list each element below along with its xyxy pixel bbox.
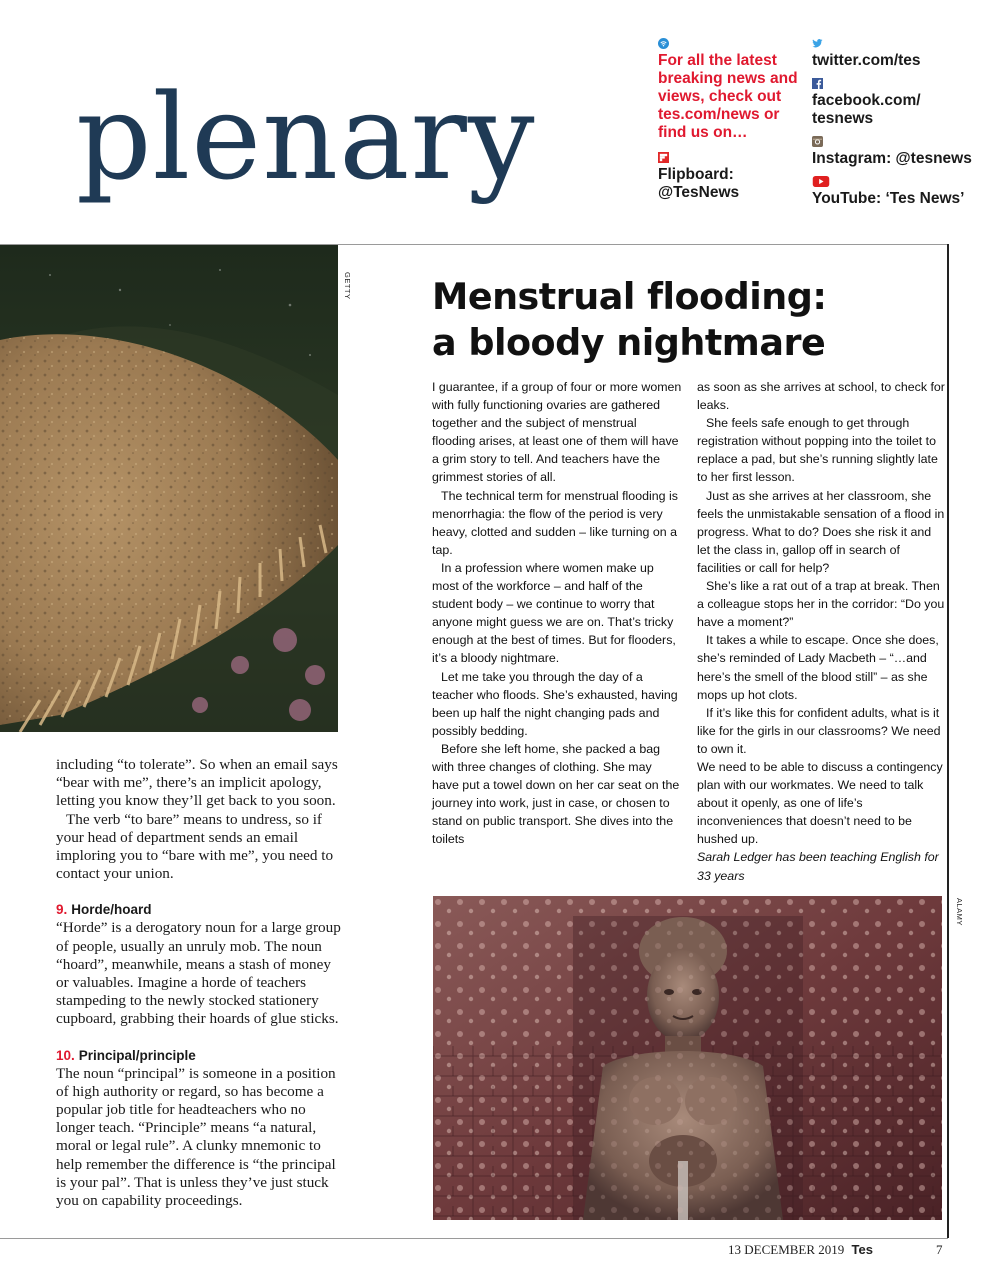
paragraph: I guarantee, if a group of four or more women with fully functioning ovaries are gathered together and the subject of menstrual flooding arises, at least one of them will have a grim story to tell. And teachers have the grimmest stories of all.	[432, 380, 682, 485]
footer-divider	[0, 1238, 948, 1239]
photo-credit-alamy: ALAMY	[955, 898, 964, 926]
flatfish-photo	[0, 245, 338, 732]
article-headline	[432, 274, 932, 366]
subheading-horde-hoard	[56, 901, 346, 919]
promo-text: For all the latest breaking news and views, check out tes.com/news or find us on…	[658, 52, 798, 141]
paragraph: She feels safe enough to get through registration without popping into the toilet to replace a pad, but she’s running slightly late to her first lesson.	[697, 416, 938, 485]
paragraph: Before she left home, she packed a bag with three changes of clothing. She may have put a towel down on her car seat on the journey into work, just in case, or chosen to stand on public transport. She dives into the toilets	[432, 741, 680, 847]
paragraph: We need to be able to discuss a contingency plan with our workmates. We need to talk about it openly, as one of life’s inconveniences that doesn’t need to be hushed up.	[697, 759, 943, 847]
paragraph: It takes a while to escape. Once she does, she’s reminded of Lady Macbeth – “…and here’s the smell of the blood still” – as she mops up hot clots.	[697, 633, 939, 702]
word-confusion-column	[56, 756, 346, 1210]
subheading-principal-principle	[56, 1047, 346, 1065]
social-links-column	[812, 38, 972, 216]
paragraph: If it’s like this for confident adults, what is it like for the girls in our classrooms? We need to own it.	[697, 705, 941, 756]
item-title: Principal/principle	[78, 1047, 196, 1063]
paragraph: The verb “to bare” means to undress, so if your head of department sends an email imploring you to “bare with me”, you need to contact your union.	[56, 810, 334, 883]
news-feed-icon	[658, 38, 669, 49]
date-text: 13 DECEMBER 2019	[728, 1242, 845, 1257]
flipboard-icon	[658, 152, 669, 163]
twitter-link[interactable]: twitter.com/tes	[812, 52, 921, 69]
paragraph: She’s like a rat out of a trap at break. Then a colleague stops her in the corridor: “Do you have a moment?”	[697, 579, 945, 630]
statue-fountain-photo	[433, 896, 942, 1220]
item-number: 10.	[56, 1047, 75, 1063]
section-title: plenary	[76, 68, 536, 206]
youtube-link[interactable]: YouTube: ‘Tes News’	[812, 190, 965, 207]
article-column-1	[432, 378, 682, 848]
paragraph: as soon as she arrives at school, to check for leaks.	[697, 380, 945, 413]
paragraph: Just as she arrives at her classroom, she feels the unmistakable sensation of a flood in progress. What to do? Does she risk it and let the class in, gallop off in search of facilities or call for help?	[697, 488, 945, 575]
item-title: Horde/hoard	[71, 902, 152, 918]
paragraph: The technical term for menstrual flooding is menorrhagia: the flow of the period is very heavy, clotted and sudden – like turning on a tap.	[432, 488, 678, 557]
instagram-link[interactable]: Instagram: @tesnews	[812, 150, 972, 167]
right-margin-rule	[947, 244, 949, 1238]
item-number: 9.	[56, 902, 68, 918]
flipboard-link[interactable]: Flipboard: @TesNews	[658, 166, 740, 201]
author-byline: Sarah Ledger has been teaching English for 33 years	[697, 850, 939, 883]
facebook-icon	[812, 78, 823, 89]
twitter-icon	[812, 38, 823, 49]
page-number: 7	[936, 1242, 943, 1257]
facebook-link[interactable]: facebook.com/ tesnews	[812, 92, 921, 127]
paragraph: Let me take you through the day of a teacher who floods. She’s exhausted, having been up half the night changing pads and possibly bedding.	[432, 669, 678, 738]
headline-line: a bloody nightmare	[432, 321, 826, 364]
instagram-icon	[812, 136, 823, 147]
paragraph: In a profession where women make up most of the workforce – and half of the student body – we continue to worry that anyone might guess we are on. That’s tricky enough at the best of times. But for flooders, it’s a bloody nightmare.	[432, 560, 676, 666]
photo-credit-getty: GETTY	[343, 272, 352, 300]
issue-date	[728, 1242, 873, 1258]
social-promo-column	[658, 38, 798, 210]
brand-text: Tes	[851, 1242, 873, 1257]
paragraph: “Horde” is a derogatory noun for a large group of people, usually an unruly mob. The noun “hoard”, meanwhile, means a stash of money or valuables. Imagine a horde of teachers stampeding to the newly stocked stationery cupboard, grabbing their hoards of glue sticks.	[56, 919, 341, 1028]
paragraph: The noun “principal” is someone in a position of high authority or regard, so has become a popular job title for headteachers who no longer teach. “Principle” means “a natural, moral or legal rule”. A clunky mnemonic to help remember the difference is “the principal is your pal”. That is unless they’ve just stuck you on capability proceedings.	[56, 1064, 336, 1210]
article-column-2	[697, 378, 947, 885]
headline-line: Menstrual flooding:	[432, 275, 827, 318]
paragraph: including “to tolerate”. So when an email says “bear with me”, there’s an implicit apology, letting you know they’ll get back to you soon.	[56, 756, 338, 810]
youtube-icon	[812, 176, 830, 187]
